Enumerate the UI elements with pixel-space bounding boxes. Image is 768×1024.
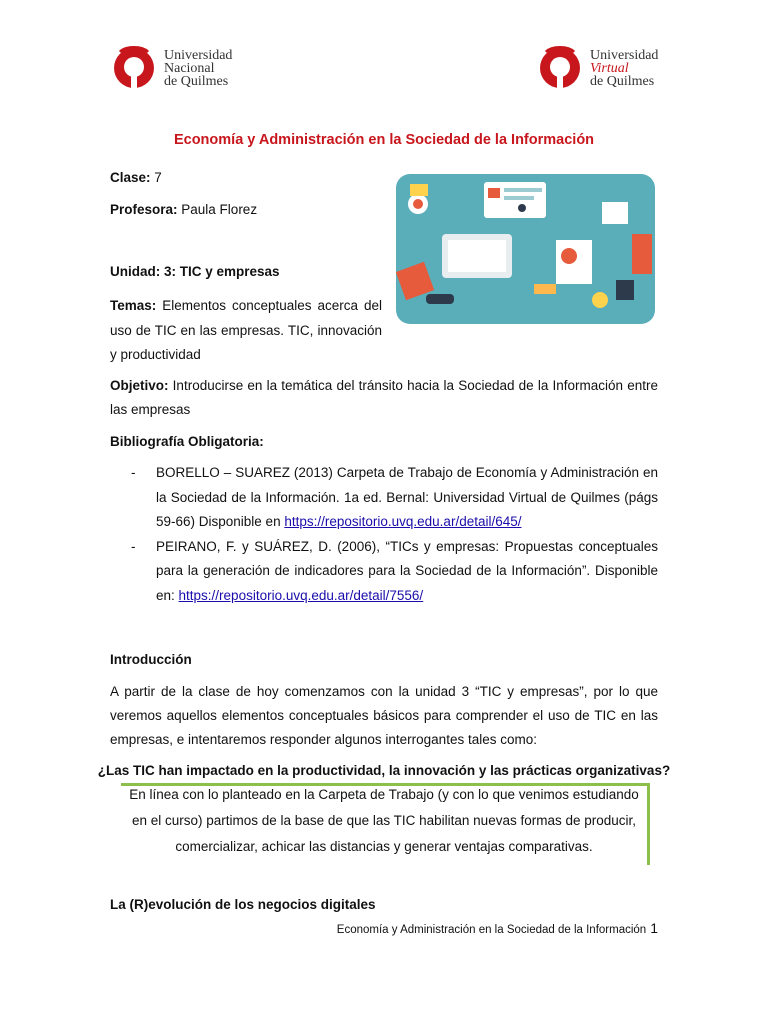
- temas-value: Elementos conceptuales acerca del uso de TIC en las empresas. TIC, innovación y productividad: [110, 298, 382, 362]
- profesora-line: [110, 198, 257, 222]
- footer-text: Economía y Administración en la Sociedad de la Información: [336, 924, 647, 936]
- profesora-value: Paula Florez: [177, 202, 258, 217]
- section-heading: La (R)evolución de los negocios digitales: [110, 897, 376, 912]
- unq-wordmark: Universidad Nacional de Quilmes: [164, 47, 233, 89]
- temas-label: Temas:: [110, 298, 157, 313]
- page-footer: [337, 920, 658, 936]
- bibliografia-heading: Bibliografía Obligatoria:: [110, 434, 264, 449]
- bibliografia-list: [110, 461, 658, 608]
- list-item: [110, 535, 658, 609]
- page-number: 1: [650, 920, 658, 936]
- objetivo-paragraph: [110, 374, 658, 422]
- bib-text: BORELLO – SUAREZ (2013) Carpeta de Trabajo de Economía y Administración en la Sociedad de la Información. 1a ed. Bernal: Universidad Virtual de Quilmes (págs 59-66) Disponible en: [156, 465, 658, 529]
- bib-link[interactable]: https://repositorio.uvq.edu.ar/detail/7556/: [178, 587, 424, 603]
- unq-logo: [110, 42, 232, 94]
- callout-side-rule: [647, 783, 650, 865]
- list-dash: -: [131, 465, 136, 480]
- list-dash: -: [131, 538, 136, 554]
- clase-label: Clase:: [110, 170, 151, 185]
- intro-paragraph: A partir de la clase de hoy comenzamos con la unidad 3 “TIC y empresas”, por lo que veremos aquellos elementos conceptuales básicos para comprender el uso de TIC en las empresas, e intentaremos responder algunos interrogantes tales como:: [110, 684, 658, 747]
- unidad-line: Unidad: 3: TIC y empresas: [110, 264, 280, 279]
- profesora-label: Profesora:: [110, 202, 178, 217]
- temas-block: [110, 294, 382, 368]
- unq-emblem-icon: [110, 44, 158, 92]
- clase-line: [110, 166, 162, 190]
- uvq-wordmark: Universidad Virtual de Quilmes: [590, 47, 659, 89]
- uvq-logo: [536, 42, 658, 94]
- uvq-emblem-icon: [536, 44, 584, 92]
- document-title: Economía y Administración en la Sociedad de la Información: [173, 132, 595, 148]
- objetivo-label: Objetivo:: [110, 378, 169, 393]
- objetivo-value: Introducirse en la temática del tránsito hacia la Sociedad de la Información entre las empresas: [110, 378, 658, 417]
- callout-question: ¿Las TIC han impactado en la productividad, la innovación y las prácticas organizativas?: [97, 763, 671, 778]
- clase-value: 7: [150, 170, 162, 185]
- list-item: [110, 461, 658, 535]
- bib-text: PEIRANO, F. y SUÁREZ, D. (2006), “TICs y empresas: Propuestas conceptuales para la generación de indicadores para la Sociedad de la Información”. Disponible en:: [156, 538, 658, 603]
- callout-text: En línea con lo planteado en la Carpeta de Trabajo (y con lo que venimos estudiando en el curso) partimos de la base de que las TIC habilitan nuevas formas de producir, comercializar, achicar las distancias y generar ventajas comparativas.: [129, 787, 639, 854]
- bib-link[interactable]: https://repositorio.uvq.edu.ar/detail/645/: [284, 514, 522, 529]
- intro-heading: Introducción: [110, 652, 192, 667]
- hero-illustration: [396, 174, 655, 324]
